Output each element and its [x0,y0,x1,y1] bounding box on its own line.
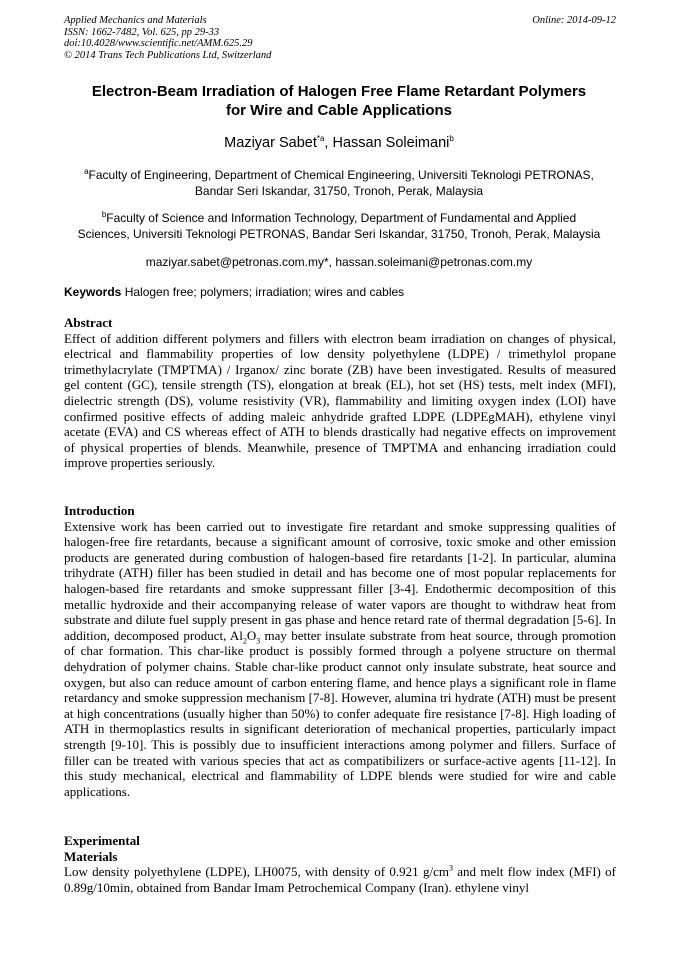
keywords-text: Halogen free; polymers; irradiation; wires and cables [124,285,405,299]
author-2-mark: b [449,134,454,144]
affiliation-b [56,211,622,242]
affiliation-a-line-1: Faculty of Engineering, Department of Chemical Engineering, Universiti Teknologi PETRONAS, [88,168,594,182]
abstract-heading: Abstract [64,315,113,330]
author-1: Maziyar Sabet [224,135,317,151]
journal-name: Applied Mechanics and Materials [64,15,207,26]
author-1-mark: *a [316,134,325,144]
author-separator: , [324,135,333,151]
title-line-1: Electron-Beam Irradiation of Halogen Free Flame Retardant Polymers [91,83,587,100]
paper-title [40,82,638,120]
affiliation-b-line-2: Sciences, Universiti Teknologi PETRONAS, Bandar Seri Iskandar, 31750, Tronoh, Perak, Malaysia [77,226,601,241]
introduction-section [64,503,616,799]
journal-copyright: © 2014 Trans Tech Publications Ltd, Switzerland [64,49,272,61]
affiliation-b-mark: b [101,210,107,219]
introduction-text: Extensive work has been carried out to investigate fire retardant and smoke suppressing qualities of halogen-free fire retardants, because a significant amount of corrosive, toxic smoke and other emission products are generated during combustion of halogen-based fire retardants [1-2]. In particular, alumina trihydrate (ATH) filler has been studied in detail and has become one of most popular replacements for halogen-based fire retardants and smoke suppressant filler [3-4]. Endothermic decomposition of this metallic hydroxide and their accompanying release of water vapors are thought to withdraw heat from substrate and dilute fuel supply present in gas phase and hence retard rate of thermal degradation [5-6]. In addition, decomposed product, $Al_2O_3$ may better insulate substrate from heat source, through promotion of char formation. This char-like product is possibly formed through a polyene structure on thermal dehydration of polymer chains. Stable char-like product cannot only insulate substrate, heat source and oxygen, but also can reduce amount of carbon entering flame, and hence plays a significant role in flame retardancy and smoke suppression mechanism [7-8]. However, alumina tri hydrate (ATH) must be present at high concentrations (usually higher than 50%) to confer adequate fire resistance [7-8]. High loading of ATH in thermoplastics results in significant deterioration of mechanical properties, particularly impact strength [9-10]. This is possibly due to insufficient interactions among polymer and fillers. Surface of filler can be treated with various species that act as compatibilizers or surface-active agents [11-12]. In this study mechanical, electrical and flammability of LDPE blends were studied for wire and cable applications. [64,518,616,799]
journal-doi: doi:10.4028/www.scientific.net/AMM.625.29 [64,38,253,49]
author-list [40,134,638,152]
abstract-text: Effect of addition different polymers and fillers with electron beam irradiation on changes of physical, electrical and flammability properties of low density polyethylene (LDPE) / trimethylol propane trimethylacrylate (TMPTMA) / Irganox/ zinc borate (ZB) have been investigated. Results of measured gel content (GC), tensile strength (TS), elongation at break (EL), hot set (HS) tests, melt index (MFI), dielectric strength (DS), volume resistivity (VR), flammability and limiting oxygen index (LOI) have confirmed positive effects of adding maleic anhydride grafted LDPE (LDPEgMAH), ethylene vinyl acetate (EVA) and CS whereas effect of ATH to blends drastically had negative effects on improvement of physical properties of blends. Meanwhile, presence of TMPTMA and enhancing irradiation could improve properties seriously. [64,330,616,471]
materials-subheading: Materials [64,848,118,864]
affiliation-a-line-2: Bandar Seri Iskandar, 31750, Tronoh, Perak, Malaysia [194,183,484,198]
online-date: Online: 2014-09-12 [532,15,616,26]
journal-issn: ISSN: 1662-7482, Vol. 625, pp 29-33 [64,26,220,38]
title-line-2: for Wire and Cable Applications [225,102,452,119]
author-2: Hassan Soleimani [332,135,450,151]
journal-header [64,15,616,61]
keywords [64,285,616,300]
experimental-heading: Experimental [64,833,140,848]
affiliation-a [62,168,616,199]
materials-text: Low density polyethylene (LDPE), LH0075, with density of 0.921 $g/cm^3$ and melt flow index (MFI) of 0.89g/10min, obtained from Bandar Imam Petrochemical Company (Iran). ethylene vinyl [64,863,616,895]
keywords-label: Keywords [64,285,122,299]
abstract-section [64,315,616,471]
experimental-section [64,833,616,895]
author-emails: maziyar.sabet@petronas.com.my*, hassan.soleimani@petronas.com.my [145,255,533,269]
affiliation-b-line-1: Faculty of Science and Information Technology, Department of Fundamental and Applied [106,211,577,225]
introduction-heading: Introduction [64,503,135,518]
affiliation-a-mark: a [84,167,89,176]
